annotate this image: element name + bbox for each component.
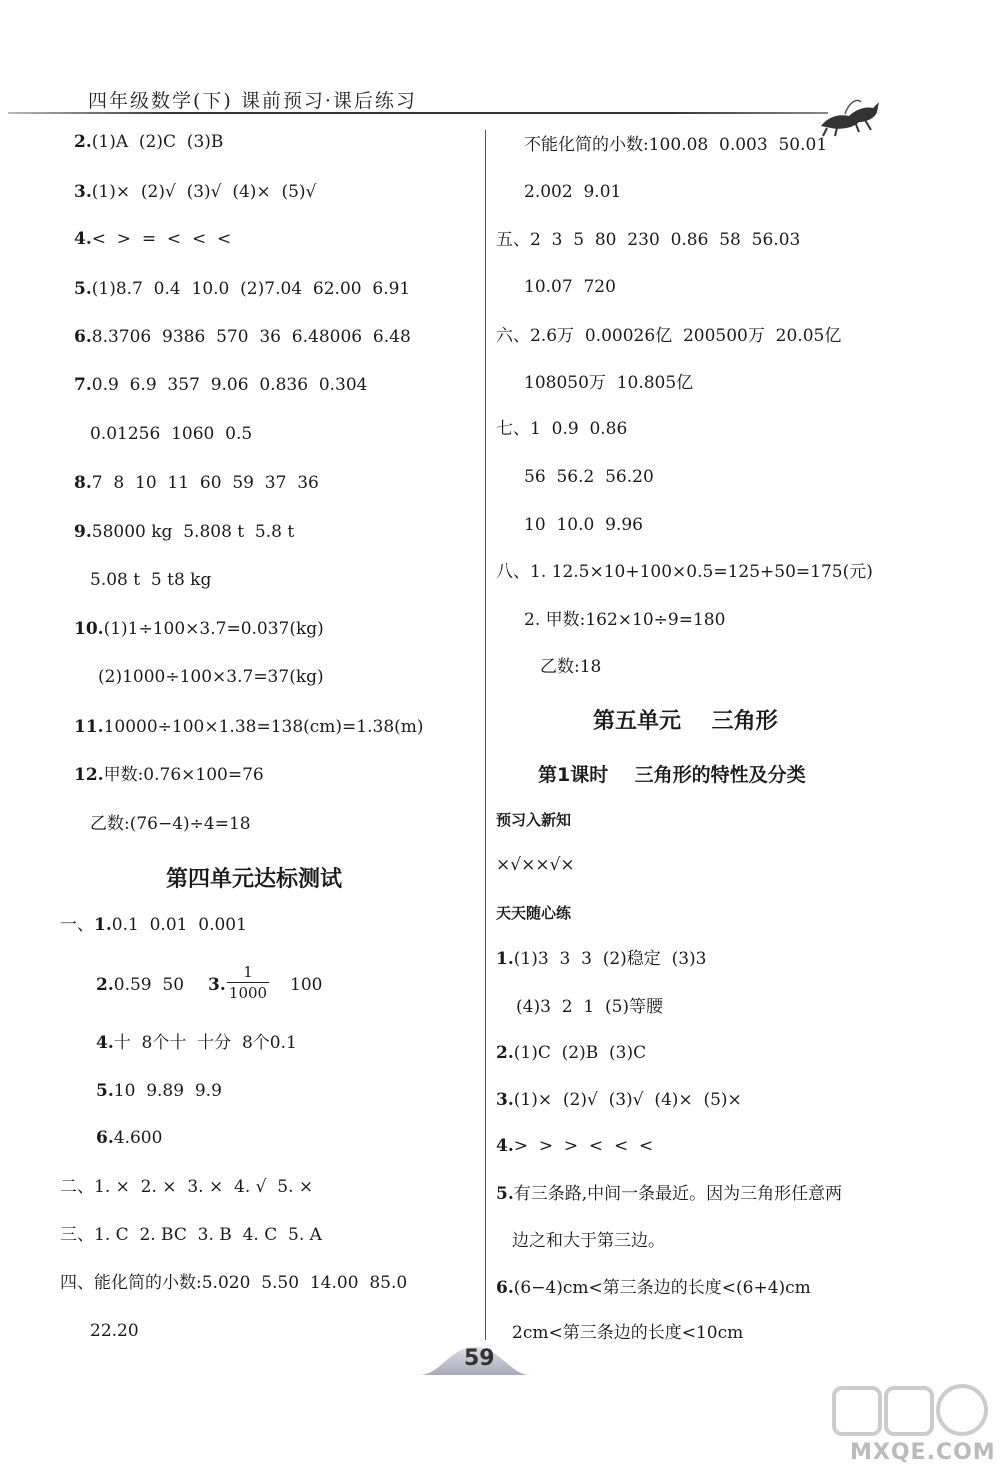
- answer-line: 2.(1)C (2)B (3)C: [496, 1043, 647, 1063]
- decorative-horse-icon: [815, 88, 885, 138]
- answer-line: 100: [290, 975, 323, 995]
- answer-line: 乙数:(76−4)÷4=18: [90, 814, 251, 834]
- answer-line: 3.(1)× (2)√ (3)√ (4)× (5)√: [74, 182, 317, 202]
- answer-line: 6.8.3706 9386 570 36 6.48006 6.48: [74, 327, 411, 347]
- fraction: 1 1000: [228, 963, 268, 1002]
- answer-line: 10.(1)1÷100×3.7=0.037(kg): [74, 619, 324, 639]
- answer-line: 三、1. C 2. BC 3. B 4. C 5. A: [60, 1225, 322, 1245]
- answer-line: 8.7 8 10 11 60 59 37 36: [74, 473, 319, 493]
- answer-line: 八、1. 12.5×10+100×0.5=125+50=175(元): [496, 562, 873, 582]
- answer-line: 5.(1)8.7 0.4 10.0 (2)7.04 62.00 6.91: [74, 279, 411, 299]
- answer-line: 六、2.6万 0.00026亿 200500万 20.05亿: [496, 326, 842, 346]
- unit-test-heading: 第四单元达标测试: [166, 867, 343, 892]
- answer-line: 4.> > > < < <: [496, 1136, 654, 1156]
- preview-answer: ×√××√×: [496, 855, 575, 875]
- answer-line: 56 56.2 56.20: [524, 467, 654, 487]
- answer-line: 4.< > = < < <: [74, 229, 232, 249]
- answer-line: 5.08 t 5 t8 kg: [90, 570, 212, 590]
- header-title: 四年级数学(下) 课前预习·课后练习: [88, 90, 417, 112]
- answer-line: 四、能化简的小数:5.020 5.50 14.00 85.0: [60, 1273, 408, 1293]
- answer-line: 6.(6−4)cm<第三条边的长度<(6+4)cm: [496, 1278, 811, 1298]
- page-number-badge: [420, 1343, 530, 1377]
- answer-line: 2.002 9.01: [524, 182, 622, 202]
- answer-line: 10 10.0 9.96: [524, 515, 643, 535]
- answer-line: 2.(1)A (2)C (3)B: [74, 132, 224, 152]
- answer-num: 3.: [208, 975, 226, 995]
- page-number: 59: [464, 1346, 495, 1371]
- answer-line: 边之和大于第三边。: [512, 1231, 665, 1251]
- answer-line: 五、2 3 5 80 230 0.86 58 56.03: [496, 230, 801, 250]
- unit5-heading: 第五单元 三角形: [593, 709, 778, 734]
- page-header: [0, 0, 1000, 120]
- answer-line: 一、1.0.1 0.01 0.001: [60, 915, 247, 935]
- answer-line: 七、1 0.9 0.86: [496, 419, 628, 439]
- answer-line: 6.4.600: [96, 1128, 163, 1148]
- watermark-text: MXQE.COM: [850, 1440, 996, 1465]
- answer-line: 不能化简的小数:100.08 0.003 50.01: [524, 135, 828, 155]
- answer-line: (2)1000÷100×3.7=37(kg): [98, 667, 324, 687]
- answer-line: 乙数:18: [540, 657, 602, 677]
- answer-line: 4.十 8个十 十分 8个0.1: [96, 1033, 297, 1053]
- answer-line: 5.10 9.89 9.9: [96, 1081, 222, 1101]
- answer-line: 1.(1)3 3 3 (2)稳定 (3)3: [496, 949, 707, 969]
- practice-label: 天天随心练: [496, 904, 572, 922]
- answer-line: 108050万 10.805亿: [524, 373, 694, 393]
- answer-line: 22.20: [90, 1321, 139, 1341]
- lesson-heading: 第1课时 三角形的特性及分类: [538, 764, 806, 786]
- answer-line: (4)3 2 1 (5)等腰: [516, 997, 664, 1017]
- answer-line: 0.01256 1060 0.5: [90, 424, 253, 444]
- column-divider: [485, 130, 486, 1340]
- answer-line: 2cm<第三条边的长度<10cm: [512, 1323, 744, 1343]
- answer-line: 二、1. × 2. × 3. × 4. √ 5. ×: [60, 1177, 314, 1197]
- answer-line: 12.甲数:0.76×100=76: [74, 765, 264, 785]
- answer-line: 9.58000 kg 5.808 t 5.8 t: [74, 522, 295, 542]
- answer-line: 2. 甲数:162×10÷9=180: [524, 610, 726, 630]
- answer-line: 11.10000÷100×1.38=138(cm)=1.38(m): [74, 717, 424, 737]
- answer-line: 3.(1)× (2)√ (3)√ (4)× (5)×: [496, 1090, 742, 1110]
- answer-line: 7.0.9 6.9 357 9.06 0.836 0.304: [74, 375, 368, 395]
- preview-label: 预习入新知: [496, 811, 572, 829]
- answer-line: 5.有三条路,中间一条最近。因为三角形任意两: [496, 1184, 843, 1204]
- header-rule: [8, 112, 828, 114]
- answer-line: 10.07 720: [524, 277, 616, 297]
- answer-line: 2.0.59 50: [96, 975, 185, 995]
